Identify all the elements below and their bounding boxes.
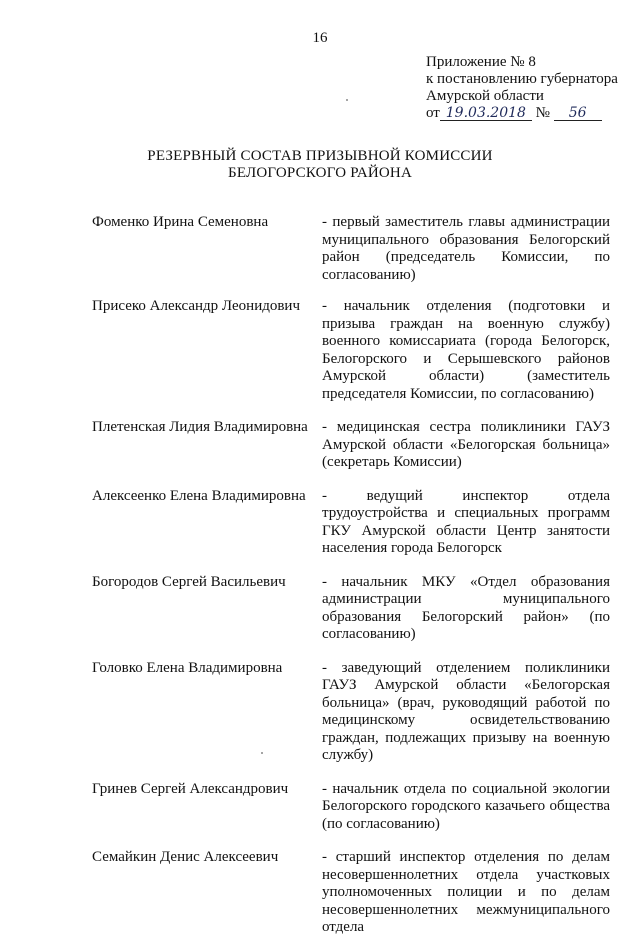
scan-speck: [346, 99, 348, 101]
handwritten-date: 19.03.2018: [440, 106, 532, 121]
member-position: - начальник отдела по социальной экологии Белогорского городского казачьего общества (по согласованию): [322, 780, 610, 832]
member-position: - медицинская сестра поликлиники ГАУЗ Амурской области «Белогорская больница» (секретарь Комиссии): [322, 419, 610, 470]
date-prefix: от: [426, 105, 440, 121]
member-name: Семайкин Денис Алексеевич: [92, 849, 279, 865]
member-row: [92, 488, 612, 558]
title-line-1: РЕЗЕРВНЫЙ СОСТАВ ПРИЗЫВНОЙ КОМИССИИ: [147, 148, 493, 164]
member-name: Головко Елена Владимировна: [92, 659, 283, 676]
member-row: [92, 849, 612, 937]
member-row: [92, 298, 612, 403]
title-line-2: БЕЛОГОРСКОГО РАЙОНА: [228, 165, 412, 181]
member-name: Плетенская Лидия Владимировна: [92, 419, 308, 435]
member-position: - начальник МКУ «Отдел образования администрации муниципального образования Белогорский район» (по согласованию): [322, 573, 610, 642]
member-row: [92, 419, 612, 472]
appendix-decree-ref: к постановлению губернатора: [426, 71, 618, 87]
appendix-block: [426, 54, 618, 122]
scan-speck: [261, 752, 263, 754]
member-position: - заведующий отделением поликлиники ГАУЗ Амурской области «Белогорская больница» (врач, руководящий работой по медицинскому освидетельствованию граждан, подлежащих призыву на военную службу): [322, 659, 610, 763]
member-position: - первый заместитель главы администрации муниципального образования Белогорский район (председатель Комиссии, по согласованию): [322, 214, 610, 283]
member-name: Алексеенко Елена Владимировна: [92, 487, 306, 504]
member-position: - ведущий инспектор отдела трудоустройства и специальных программ ГКУ Амурской области Центр занятости населения города Белогорск: [322, 487, 610, 556]
page-number: 16: [312, 30, 328, 46]
number-prefix: №: [535, 105, 550, 121]
member-name: Присеко Александр Леонидович: [92, 298, 301, 314]
document-title: [0, 148, 640, 182]
member-position: - старший инспектор отделения по делам несовершеннолетних отдела участковых уполномоченных полиции и по делам несовершеннолетних межмуниципального отдела: [322, 849, 610, 935]
member-name: Фоменко Ирина Семеновна: [92, 214, 269, 230]
appendix-date-number: [426, 105, 618, 122]
members-list: [92, 214, 612, 937]
appendix-title: Приложение № 8: [426, 54, 536, 70]
handwritten-number: 56: [554, 106, 602, 121]
member-name: Богородов Сергей Васильевич: [92, 573, 286, 590]
member-row: [92, 214, 612, 284]
member-row: [92, 574, 612, 644]
appendix-region: Амурской области: [426, 88, 544, 104]
member-name: Гринев Сергей Александрович: [92, 780, 289, 797]
member-position: - начальник отделения (подготовки и призыва граждан на военную службу) военного комиссариата (города Белогорск, Белогорского и Серышевского районов Амурской области) (заместитель председателя Комиссии, по согласованию): [322, 298, 610, 402]
member-row: [92, 660, 612, 765]
member-row: [92, 781, 612, 834]
